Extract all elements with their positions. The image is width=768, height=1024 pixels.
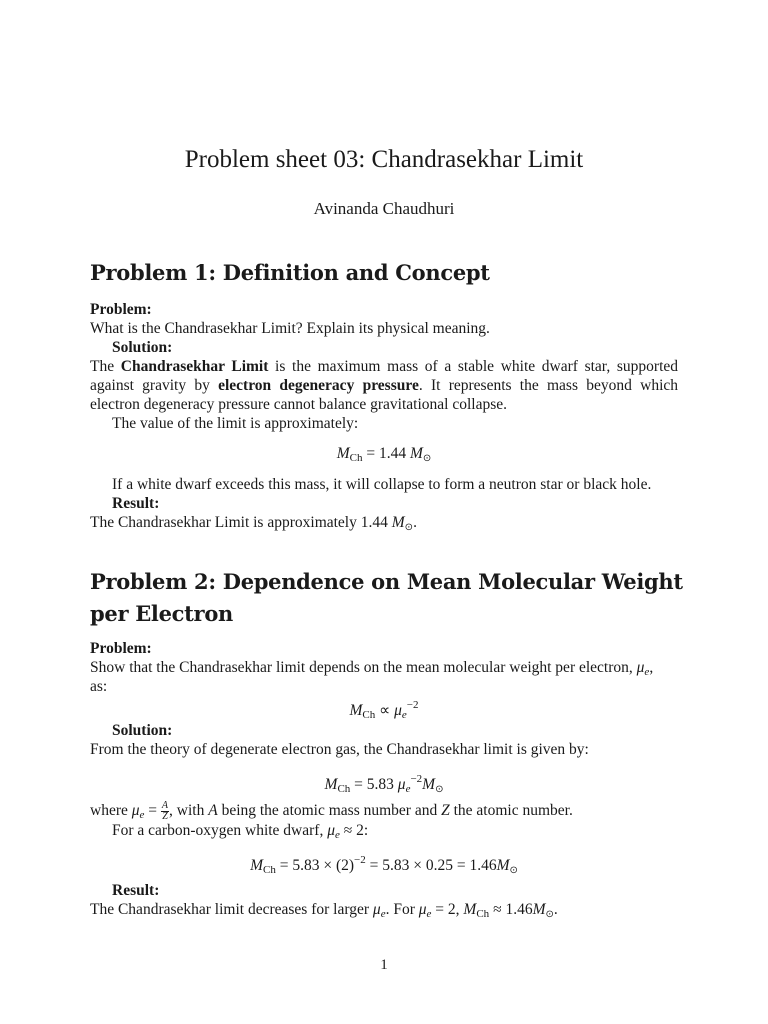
p1-equation: $M_{Ch} = 1.44$ M⊙ <box>336 445 432 464</box>
p2-problem-text: Show that the Chandrasekhar limit depends on the mean molecular weight per electron, $\mu_e$, <box>90 659 654 678</box>
p1-value-intro: The value of the limit is approximately: <box>112 415 359 432</box>
p1-solution-paragraph: The Chandrasekhar Limit is the maximum mass of a stable white dwarf star, supported against gravity by electron degeneracy pressure. It represents the mass beyond which electron degeneracy pressure cannot balance gravitational collapse. <box>90 358 679 413</box>
problem-1-heading: Problem 1: Definition and Concept <box>90 260 490 285</box>
p1-solution-label: Solution: <box>112 339 173 356</box>
p1-result-text: The Chandrasekhar Limit is approximately 1.44 M⊙. <box>90 514 417 533</box>
p2-equation-limit: $M_{Ch} = 5.83$ $\mu_e^{-2}M⊙$ <box>324 773 444 795</box>
p1-problem-label: Problem: <box>90 301 152 318</box>
term-chandrasekhar-limit: Chandrasekhar Limit <box>120 358 269 375</box>
problem-2-heading: Problem 2: Dependence on Mean Molecular Weight per Electron <box>90 569 683 626</box>
p2-theory-text: From the theory of degenerate electron gas, the Chandrasekhar limit is given by: <box>90 741 589 758</box>
p2-equation-carbon-oxygen: $M_{Ch} = 5.83 \times (2)^{-2} = 5.83 \times 0.25$ = 1.46M⊙ <box>250 854 518 876</box>
p2-where-text: where $\mu_e$ = $\frac{A}{Z}$ , with A being the atomic mass number and Z the atomic number. <box>90 800 573 822</box>
p2-equation-proportional: $M_{Ch} \propto \mu_e^{-2}$ <box>349 699 419 721</box>
document-title: Problem sheet 03: Chandrasekhar Limit <box>184 146 584 173</box>
p2-solution-label: Solution: <box>112 722 173 739</box>
term-electron-degeneracy-pressure: electron degeneracy pressure <box>218 377 419 394</box>
p2-result-text: The Chandrasekhar limit decreases for larger $\mu_e$. For $\mu_e = 2$, $M_{Ch}$ ≈ 1.46M⊙. <box>90 901 558 920</box>
fraction-a-over-z: $\frac{A}{Z}$ <box>161 800 169 822</box>
p1-result-label: Result: <box>112 495 160 512</box>
page-number: 1 <box>380 957 388 973</box>
p1-exceed-text: If a white dwarf exceeds this mass, it will collapse to form a neutron star or black hole. <box>112 476 652 493</box>
document-author: Avinanda Chaudhuri <box>313 199 455 218</box>
p2-problem-as: as: <box>90 678 108 695</box>
p2-problem-label: Problem: <box>90 640 152 657</box>
p2-result-label: Result: <box>112 882 160 899</box>
p1-problem-text: What is the Chandrasekhar Limit? Explain its physical meaning. <box>90 320 490 337</box>
p2-co-text: For a carbon-oxygen white dwarf, $\mu_e \approx 2$: <box>112 822 369 841</box>
